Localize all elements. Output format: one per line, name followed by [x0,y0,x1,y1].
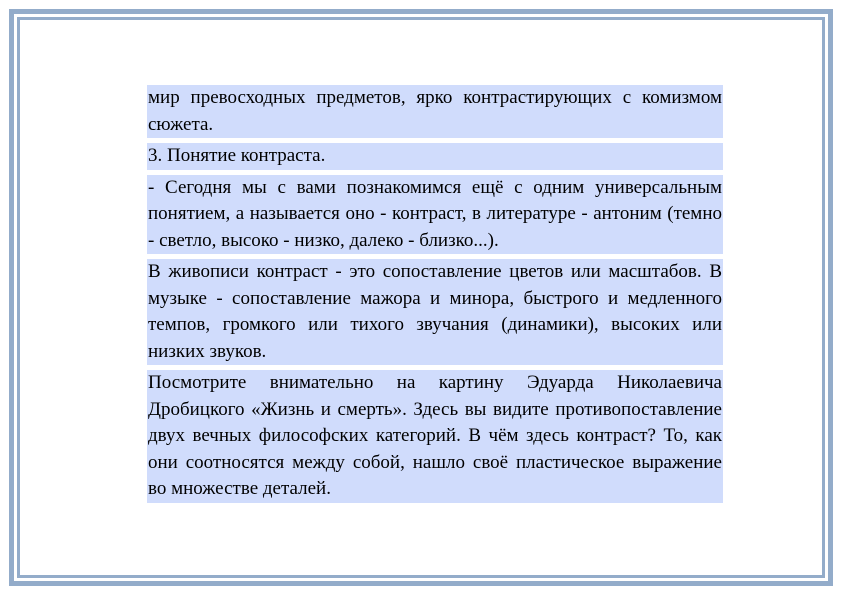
paragraph-intro: мир превосходных предметов, ярко контрастирующих с комизмом сюжета. [147,85,723,138]
paragraph-painting-music: В живописи контраст - это сопоставление цветов или масштабов. В музыке - сопоставление мажора и минора, быстрого и медленного темпов, громкого или тихого звучания (динамики), высоких или низких звуков. [147,259,723,365]
paragraph-heading: 3. Понятие контраста. [147,143,723,170]
text-block [147,85,723,503]
paragraph-contrast-definition: - Сегодня мы с вами познакомимся ещё с одним универсальным понятием, а называется оно - контраст, в литературе - антоним (темно - светло, высоко - низко, далеко - близко...). [147,175,723,255]
paragraph-drobitsky-painting: Посмотрите внимательно на картину Эдуарда Николаевича Дробицкого «Жизнь и смерть». Здесь вы видите противопоставление двух вечных философских категорий. В чём здесь контраст? То, как они соотносятся между собой, нашло своё пластическое выражение во множестве деталей. [147,370,723,503]
